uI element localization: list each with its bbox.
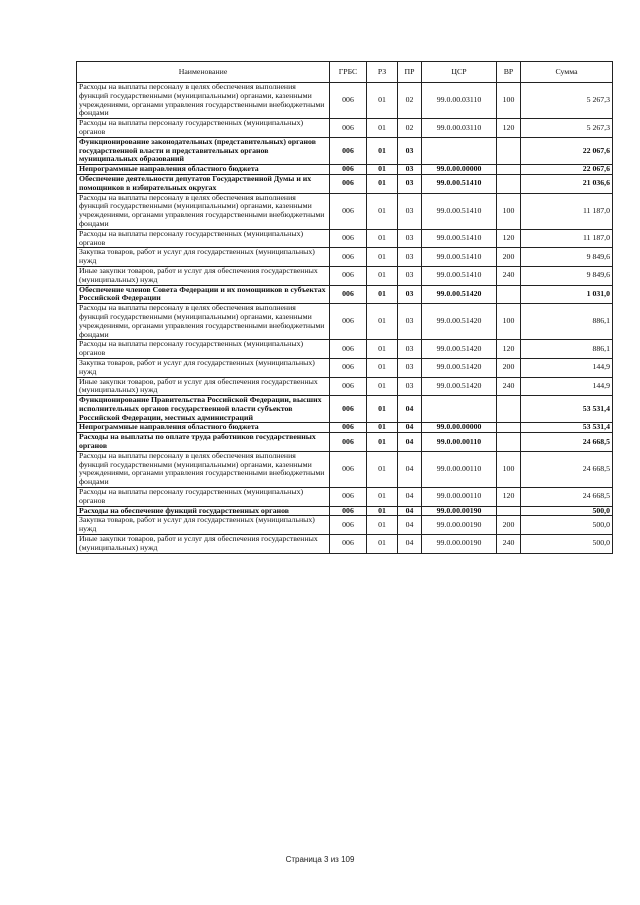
cell-name: Иные закупки товаров, работ и услуг для обеспечения государственных (муниципальных) нужд: [77, 377, 330, 396]
cell-rz: 01: [367, 423, 398, 433]
cell-name: Расходы на обеспечение функций государственных органов: [77, 506, 330, 516]
cell-sum: 53 531,4: [521, 396, 613, 423]
cell-rz: 01: [367, 377, 398, 396]
cell-rz: 01: [367, 193, 398, 229]
cell-sum: 886,1: [521, 340, 613, 359]
table-row: [77, 266, 613, 285]
cell-name: Закупка товаров, работ и услуг для государственных (муниципальных) нужд: [77, 516, 330, 535]
cell-sum: 11 187,0: [521, 229, 613, 248]
cell-vr: 200: [497, 358, 521, 377]
cell-pr: 04: [398, 433, 422, 452]
header-csr: ЦСР: [422, 62, 497, 83]
cell-grbs: 006: [330, 423, 367, 433]
cell-csr: 99.0.00.51410: [422, 174, 497, 193]
header-pr: ПР: [398, 62, 422, 83]
cell-name: Обеспечение деятельности депутатов Государственной Думы и их помощников в избирательных округах: [77, 174, 330, 193]
table-row: [77, 137, 613, 164]
cell-vr: 120: [497, 340, 521, 359]
cell-sum: 886,1: [521, 304, 613, 340]
cell-vr: [497, 433, 521, 452]
table-row: [77, 193, 613, 229]
table-row: [77, 248, 613, 267]
cell-pr: 03: [398, 358, 422, 377]
cell-grbs: 006: [330, 488, 367, 507]
table-row: [77, 340, 613, 359]
table-row: [77, 174, 613, 193]
cell-name: Расходы на выплаты персоналу государственных (муниципальных) органов: [77, 229, 330, 248]
cell-pr: 03: [398, 137, 422, 164]
cell-name: Обеспечение членов Совета Федерации и их помощников в субъектах Российской Федерации: [77, 285, 330, 304]
table-row: [77, 285, 613, 304]
table-header-row: [77, 62, 613, 83]
cell-pr: 03: [398, 165, 422, 175]
cell-rz: 01: [367, 119, 398, 138]
cell-rz: 01: [367, 433, 398, 452]
cell-vr: 100: [497, 193, 521, 229]
cell-csr: 99.0.00.03110: [422, 83, 497, 119]
cell-rz: 01: [367, 396, 398, 423]
cell-csr: 99.0.00.51420: [422, 304, 497, 340]
cell-pr: 03: [398, 229, 422, 248]
cell-rz: 01: [367, 516, 398, 535]
cell-csr: 99.0.00.00190: [422, 506, 497, 516]
cell-csr: 99.0.00.51410: [422, 193, 497, 229]
cell-grbs: 006: [330, 193, 367, 229]
cell-grbs: 006: [330, 340, 367, 359]
header-vr: ВР: [497, 62, 521, 83]
cell-sum: 22 067,6: [521, 165, 613, 175]
cell-sum: 500,0: [521, 506, 613, 516]
cell-vr: [497, 396, 521, 423]
cell-pr: 02: [398, 83, 422, 119]
cell-rz: 01: [367, 535, 398, 554]
cell-sum: 5 267,3: [521, 119, 613, 138]
cell-csr: 99.0.00.51420: [422, 285, 497, 304]
table-row: [77, 516, 613, 535]
cell-csr: 99.0.00.00000: [422, 423, 497, 433]
cell-csr: 99.0.00.00000: [422, 165, 497, 175]
cell-vr: 100: [497, 83, 521, 119]
cell-csr: 99.0.00.00110: [422, 433, 497, 452]
cell-csr: 99.0.00.51420: [422, 340, 497, 359]
cell-sum: 21 036,6: [521, 174, 613, 193]
cell-rz: 01: [367, 506, 398, 516]
cell-name: Функционирование законодательных (представительных) органов государственной власти и представительных органов муниципальных образований: [77, 137, 330, 164]
cell-grbs: 006: [330, 304, 367, 340]
cell-rz: 01: [367, 229, 398, 248]
cell-vr: [497, 174, 521, 193]
cell-sum: 500,0: [521, 535, 613, 554]
cell-vr: [497, 423, 521, 433]
cell-pr: 04: [398, 506, 422, 516]
cell-vr: 100: [497, 451, 521, 487]
cell-sum: 144,9: [521, 377, 613, 396]
cell-pr: 03: [398, 193, 422, 229]
cell-pr: 04: [398, 516, 422, 535]
table-row: [77, 119, 613, 138]
table-row: [77, 304, 613, 340]
cell-name: Расходы на выплаты по оплате труда работников государственных органов: [77, 433, 330, 452]
table-row: [77, 488, 613, 507]
cell-name: Функционирование Правительства Российской Федерации, высших исполнительных органов государственной власти субъектов Российской Федерации, местных администраций: [77, 396, 330, 423]
cell-pr: 03: [398, 304, 422, 340]
cell-pr: 02: [398, 119, 422, 138]
cell-grbs: 006: [330, 433, 367, 452]
cell-name: Расходы на выплаты персоналу в целях обеспечения выполнения функций государственными (муниципальными) органами, казенными учреждениями, органами управления государственными внебюджетными фондами: [77, 304, 330, 340]
budget-table: [76, 61, 613, 554]
cell-sum: 1 031,0: [521, 285, 613, 304]
table-row: [77, 83, 613, 119]
header-rz: РЗ: [367, 62, 398, 83]
cell-name: Расходы на выплаты персоналу государственных (муниципальных) органов: [77, 488, 330, 507]
cell-rz: 01: [367, 340, 398, 359]
cell-vr: 120: [497, 229, 521, 248]
cell-csr: 99.0.00.00190: [422, 516, 497, 535]
cell-pr: 04: [398, 423, 422, 433]
table-row: [77, 358, 613, 377]
table-row: [77, 535, 613, 554]
cell-name: Расходы на выплаты персоналу государственных (муниципальных) органов: [77, 119, 330, 138]
cell-grbs: 006: [330, 165, 367, 175]
cell-csr: 99.0.00.00190: [422, 535, 497, 554]
table-row: [77, 433, 613, 452]
table-row: [77, 451, 613, 487]
cell-vr: 200: [497, 516, 521, 535]
cell-csr: 99.0.00.03110: [422, 119, 497, 138]
cell-name: Закупка товаров, работ и услуг для государственных (муниципальных) нужд: [77, 248, 330, 267]
cell-grbs: 006: [330, 229, 367, 248]
cell-sum: 5 267,3: [521, 83, 613, 119]
cell-rz: 01: [367, 248, 398, 267]
cell-pr: 03: [398, 340, 422, 359]
cell-pr: 03: [398, 248, 422, 267]
cell-name: Непрограммные направления областного бюджета: [77, 165, 330, 175]
cell-rz: 01: [367, 174, 398, 193]
cell-vr: [497, 285, 521, 304]
cell-grbs: 006: [330, 119, 367, 138]
cell-grbs: 006: [330, 248, 367, 267]
cell-vr: [497, 165, 521, 175]
table-row: [77, 377, 613, 396]
cell-rz: 01: [367, 266, 398, 285]
cell-grbs: 006: [330, 451, 367, 487]
cell-vr: [497, 137, 521, 164]
cell-csr: 99.0.00.51410: [422, 229, 497, 248]
cell-rz: 01: [367, 304, 398, 340]
cell-sum: 144,9: [521, 358, 613, 377]
cell-name: Иные закупки товаров, работ и услуг для обеспечения государственных (муниципальных) нужд: [77, 266, 330, 285]
cell-pr: 04: [398, 488, 422, 507]
cell-csr: 99.0.00.51420: [422, 358, 497, 377]
table-row: [77, 396, 613, 423]
cell-pr: 03: [398, 377, 422, 396]
cell-vr: 240: [497, 377, 521, 396]
cell-grbs: 006: [330, 174, 367, 193]
cell-vr: [497, 506, 521, 516]
cell-rz: 01: [367, 451, 398, 487]
cell-grbs: 006: [330, 83, 367, 119]
cell-rz: 01: [367, 488, 398, 507]
cell-vr: 240: [497, 535, 521, 554]
cell-sum: 24 668,5: [521, 433, 613, 452]
cell-sum: 500,0: [521, 516, 613, 535]
cell-grbs: 006: [330, 396, 367, 423]
cell-rz: 01: [367, 358, 398, 377]
cell-rz: 01: [367, 285, 398, 304]
cell-name: Непрограммные направления областного бюджета: [77, 423, 330, 433]
cell-grbs: 006: [330, 266, 367, 285]
cell-csr: 99.0.00.00110: [422, 488, 497, 507]
cell-name: Закупка товаров, работ и услуг для государственных (муниципальных) нужд: [77, 358, 330, 377]
cell-sum: 24 668,5: [521, 488, 613, 507]
cell-pr: 03: [398, 266, 422, 285]
cell-sum: 53 531,4: [521, 423, 613, 433]
cell-rz: 01: [367, 83, 398, 119]
cell-pr: 03: [398, 285, 422, 304]
cell-sum: 9 849,6: [521, 266, 613, 285]
table-row: [77, 165, 613, 175]
cell-pr: 04: [398, 396, 422, 423]
cell-csr: 99.0.00.00110: [422, 451, 497, 487]
cell-grbs: 006: [330, 506, 367, 516]
cell-sum: 9 849,6: [521, 248, 613, 267]
cell-grbs: 006: [330, 285, 367, 304]
table-row: [77, 229, 613, 248]
cell-csr: [422, 137, 497, 164]
cell-csr: [422, 396, 497, 423]
cell-vr: 120: [497, 119, 521, 138]
cell-grbs: 006: [330, 516, 367, 535]
cell-name: Расходы на выплаты персоналу в целях обеспечения выполнения функций государственными (муниципальными) органами, казенными учреждениями, органами управления государственными внебюджетными фондами: [77, 83, 330, 119]
header-grbs: ГРБС: [330, 62, 367, 83]
table-body: [77, 83, 613, 554]
cell-rz: 01: [367, 137, 398, 164]
cell-name: Расходы на выплаты персоналу в целях обеспечения выполнения функций государственными (муниципальными) органами, казенными учреждениями, органами управления государственными внебюджетными фондами: [77, 451, 330, 487]
cell-vr: 120: [497, 488, 521, 507]
cell-csr: 99.0.00.51410: [422, 266, 497, 285]
cell-grbs: 006: [330, 137, 367, 164]
cell-grbs: 006: [330, 535, 367, 554]
cell-name: Расходы на выплаты персоналу в целях обеспечения выполнения функций государственными (муниципальными) органами, казенными учреждениями, органами управления государственными внебюджетными фондами: [77, 193, 330, 229]
cell-pr: 03: [398, 174, 422, 193]
cell-pr: 04: [398, 535, 422, 554]
cell-pr: 04: [398, 451, 422, 487]
cell-csr: 99.0.00.51420: [422, 377, 497, 396]
cell-sum: 24 668,5: [521, 451, 613, 487]
cell-csr: 99.0.00.51410: [422, 248, 497, 267]
cell-name: Иные закупки товаров, работ и услуг для обеспечения государственных (муниципальных) нужд: [77, 535, 330, 554]
cell-vr: 100: [497, 304, 521, 340]
cell-grbs: 006: [330, 358, 367, 377]
cell-name: Расходы на выплаты персоналу государственных (муниципальных) органов: [77, 340, 330, 359]
header-sum: Сумма: [521, 62, 613, 83]
page-footer: Страница 3 из 109: [285, 855, 355, 864]
cell-vr: 200: [497, 248, 521, 267]
cell-sum: 11 187,0: [521, 193, 613, 229]
cell-sum: 22 067,6: [521, 137, 613, 164]
header-name: Наименование: [77, 62, 330, 83]
cell-rz: 01: [367, 165, 398, 175]
cell-grbs: 006: [330, 377, 367, 396]
cell-vr: 240: [497, 266, 521, 285]
